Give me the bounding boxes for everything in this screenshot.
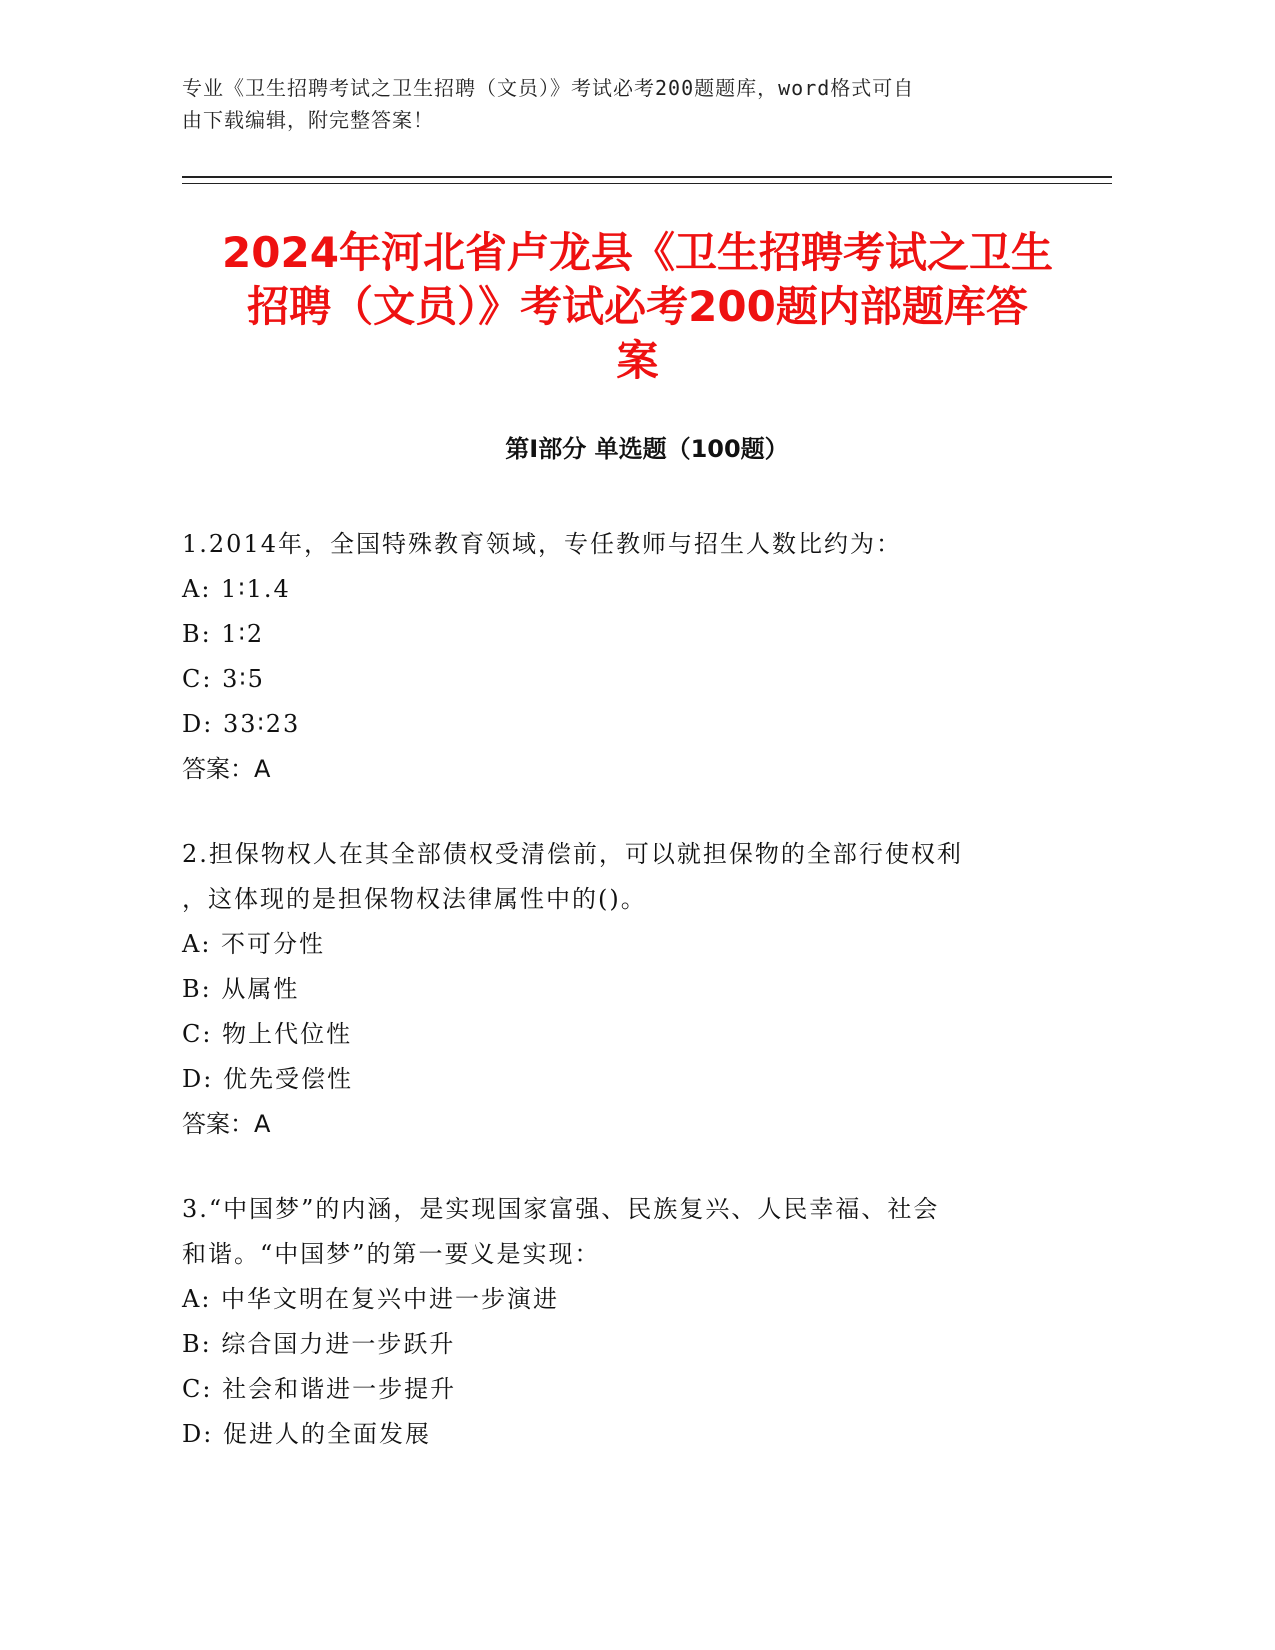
section-heading: 第I部分 单选题（100题） bbox=[505, 435, 789, 463]
question-stem-continued: ，这体现的是担保物权法律属性中的()。 bbox=[182, 885, 647, 913]
option-d: D: 促进人的全面发展 bbox=[182, 1420, 431, 1448]
header-note-line-1: 专业《卫生招聘考试之卫生招聘（文员）》考试必考200题题库，word格式可自 bbox=[182, 76, 915, 100]
option-a: A: 不可分性 bbox=[182, 930, 326, 958]
option-d: D: 优先受偿性 bbox=[182, 1065, 353, 1093]
option-c: C: 社会和谐进一步提升 bbox=[182, 1375, 457, 1403]
option-b: B: 从属性 bbox=[182, 975, 300, 1003]
header-divider-thin bbox=[182, 183, 1112, 184]
document-title-line-3: 案 bbox=[616, 336, 659, 385]
option-c: C: 物上代位性 bbox=[182, 1020, 353, 1048]
header-note-line-2: 由下载编辑，附完整答案！ bbox=[182, 108, 434, 132]
option-d: D: 33∶23 bbox=[182, 710, 301, 738]
question-stem: 3.“中国梦”的内涵，是实现国家富强、民族复兴、人民幸福、社会 bbox=[182, 1195, 940, 1223]
answer: 答案：A bbox=[182, 1110, 271, 1138]
option-a: A: 1∶1.4 bbox=[182, 575, 291, 603]
document-title bbox=[175, 226, 1100, 388]
header-divider-thick bbox=[182, 176, 1112, 178]
option-b: B: 综合国力进一步跃升 bbox=[182, 1330, 456, 1358]
question-stem: 1.2014年，全国特殊教育领域，专任教师与招生人数比约为： bbox=[182, 530, 902, 558]
question-stem-continued: 和谐。“中国梦”的第一要义是实现： bbox=[182, 1240, 601, 1268]
question-stem: 2.担保物权人在其全部债权受清偿前，可以就担保物的全部行使权利 bbox=[182, 840, 963, 868]
document-title-line-2: 招聘（文员）》考试必考200题内部题库答 bbox=[247, 282, 1028, 331]
document-title-line-1: 2024年河北省卢龙县《卫生招聘考试之卫生 bbox=[222, 228, 1053, 277]
option-b: B: 1∶2 bbox=[182, 620, 265, 648]
option-a: A: 中华文明在复兴中进一步演进 bbox=[182, 1285, 560, 1313]
header-note bbox=[182, 72, 1042, 136]
question-3 bbox=[182, 1187, 1062, 1457]
question-1 bbox=[182, 522, 1062, 792]
answer: 答案：A bbox=[182, 755, 271, 783]
question-list bbox=[182, 522, 1062, 1497]
option-c: C: 3∶5 bbox=[182, 665, 265, 693]
question-2 bbox=[182, 832, 1062, 1147]
